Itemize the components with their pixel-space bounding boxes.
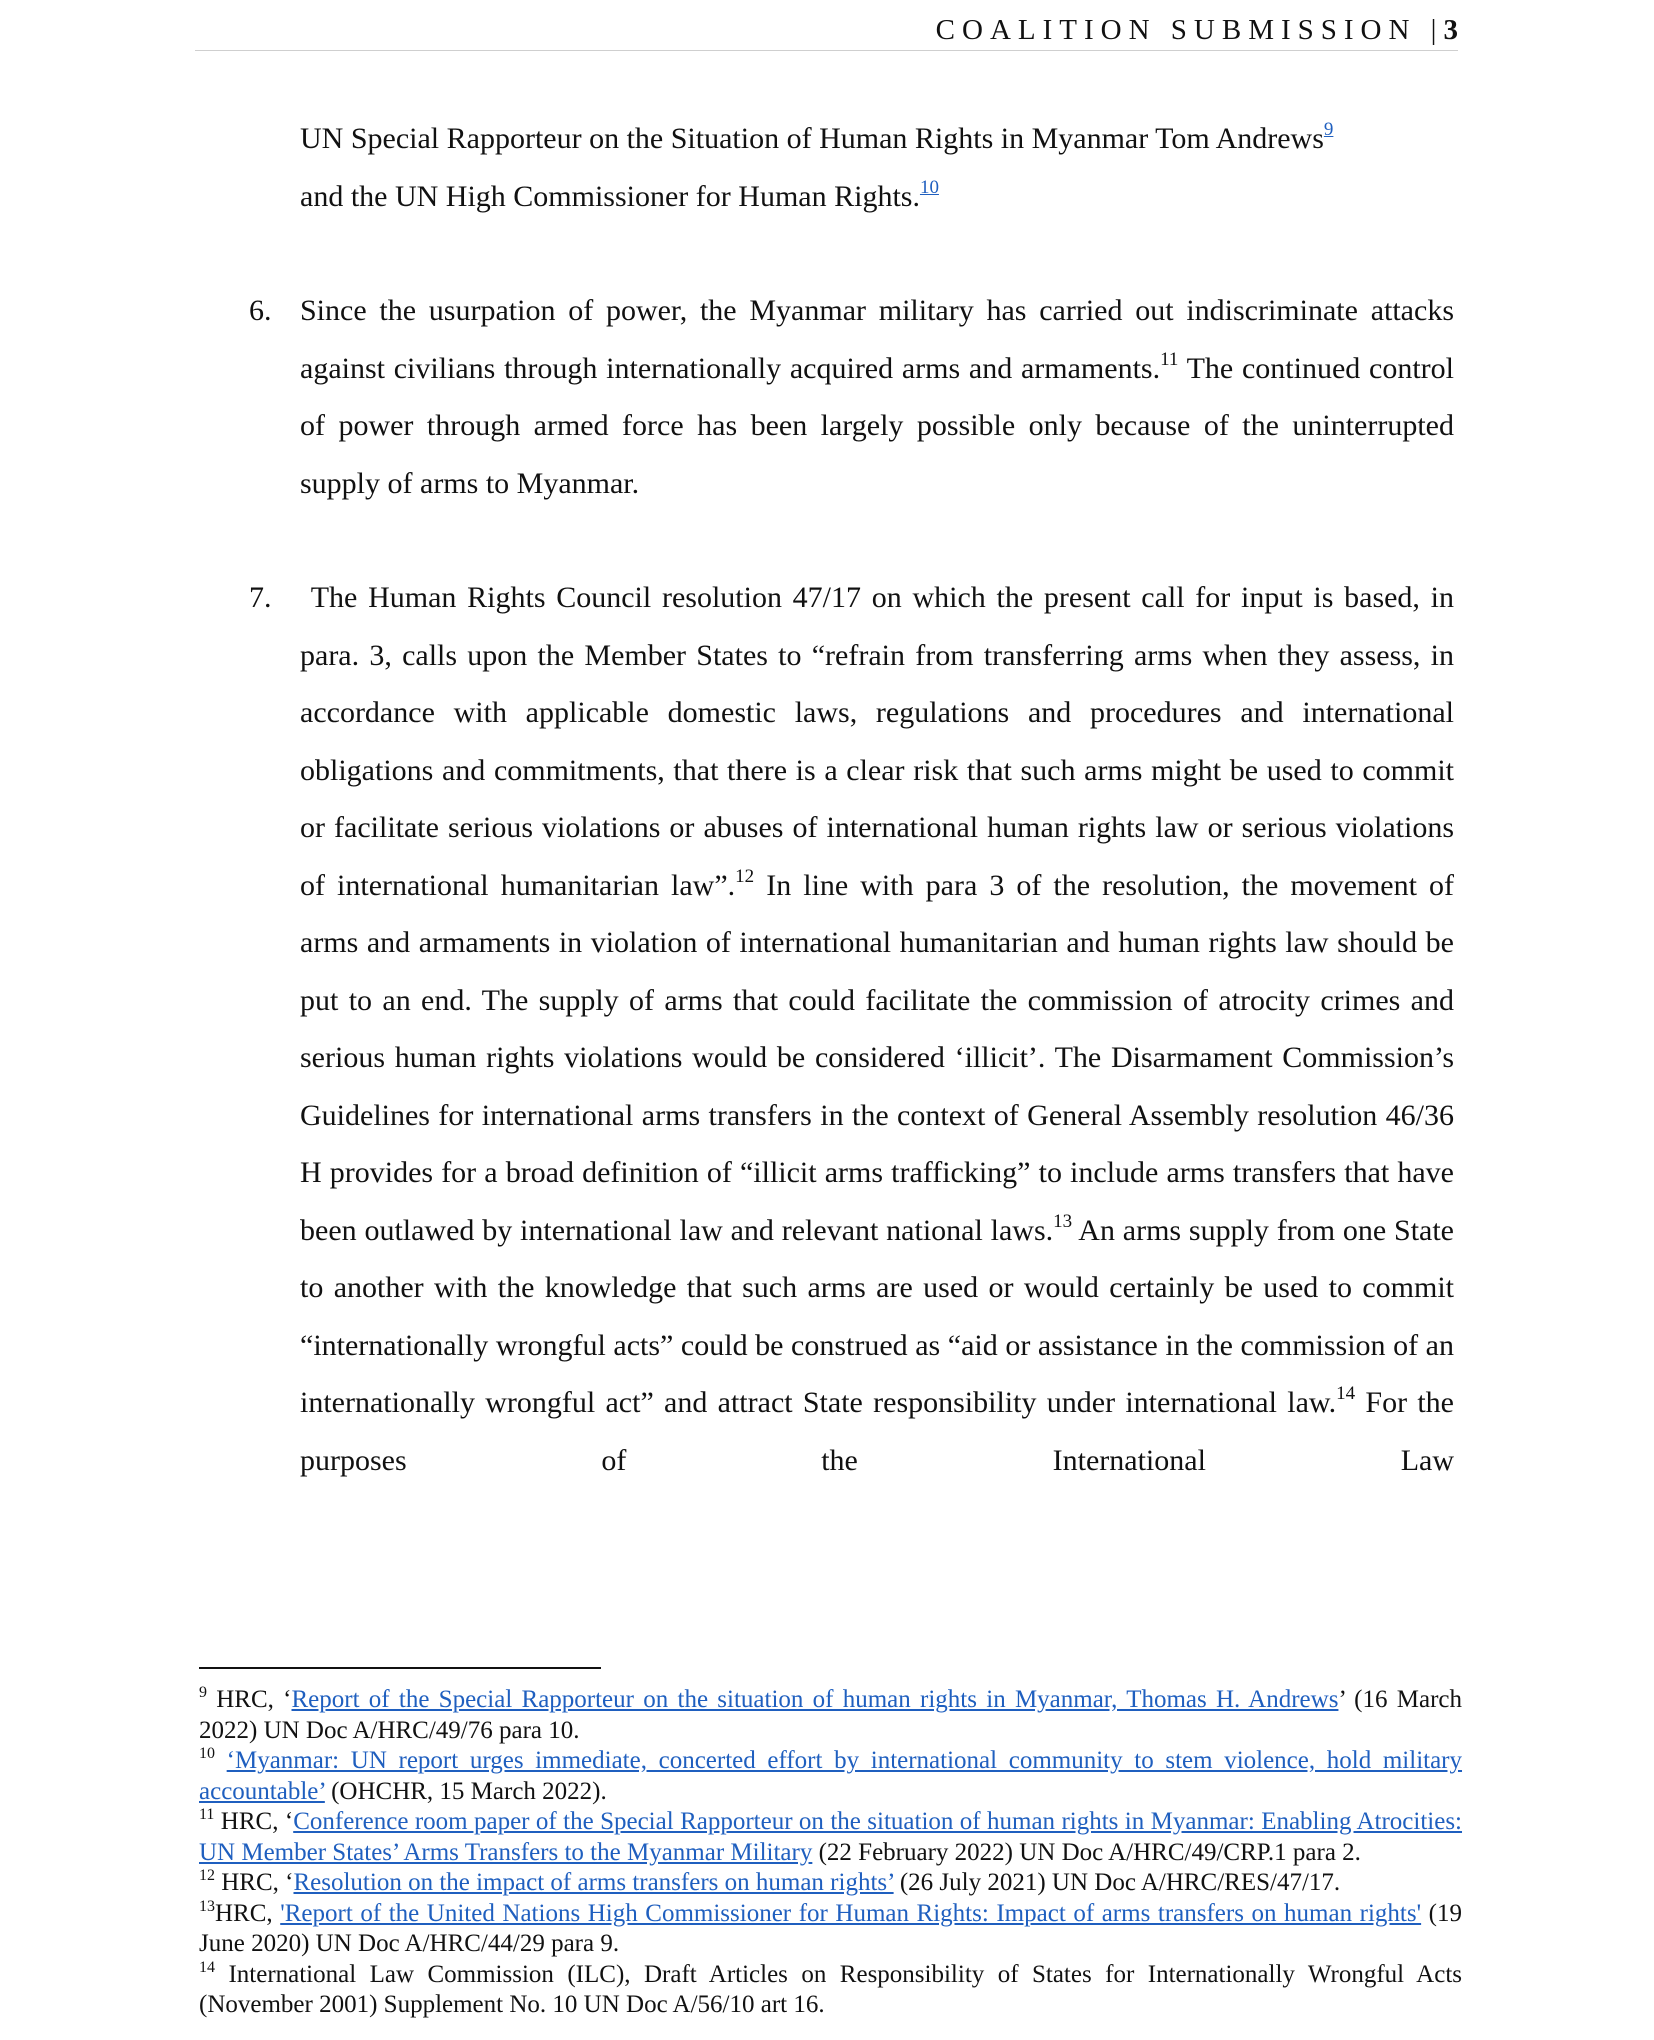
footnote-12: $^{12}$ HRC, ‘Resolution on the impact of arms transfers on human rights’ (26 July 2021) UN Doc A/HRC/RES/47/17.	[199, 1867, 1341, 1896]
footnote-11-link[interactable]: Conference room paper of the Special Rapporteur on the situation of human rights in Myanmar: Enabling Atrocities: UN Member States’ Arms Transfers to the Myanmar Military	[199, 1808, 1463, 1866]
footnote-ref-12: 12	[735, 865, 755, 887]
footnote-10-link[interactable]: ‘Myanmar: UN report urges immediate, concerted effort by international community to stem violence, hold military accountable’	[199, 1747, 1463, 1805]
intro-text-continued: and the UN High Commissioner for Human Rights.	[300, 179, 920, 213]
paragraph-7-text-d: For the purposes of the International Law	[300, 1386, 1454, 1477]
footnote-11: $^{11}$ HRC, ‘Conference room paper of the Special Rapporteur on the situation of human rights in Myanmar: Enabling Atrocities: UN Member States’ Arms Transfers to the Myanmar Military (22 February 2022) UN Doc A/HRC/49/CRP.1 para 2.	[199, 1806, 1463, 1866]
paragraph-7	[249, 569, 1454, 1489]
footnote-ref-14: 14	[1336, 1383, 1356, 1404]
footnote-ref-10[interactable]: 10	[919, 176, 939, 198]
paragraph-7-text-b: In line with para 3 of the resolution, the movement of arms and armaments in violation of international humanitarian and human rights law should be put to an end. The supply of arms that could facilitate the commission of atrocity crimes and serious human rights violations would be considered ‘illicit’. The Disarmament Commission’s Guidelines for international arms transfers in the context of General Assembly resolution 46/36 H provides for a broad definition of “illicit arms trafficking” to include arms transfers that have been outlawed by international law and relevant national laws.	[300, 868, 1454, 1247]
footnote-9: $^9$ HRC, ‘Report of the Special Rapporteur on the situation of human rights in Myanmar, Thomas H. Andrews’ (16 March 2022) UN Doc A/HRC/49/76 para 10.	[199, 1684, 1462, 1744]
footnote-13: $^{13}$HRC, 'Report of the United Nations High Commissioner for Human Rights: Impact of arms transfers on human rights' (19 June 2020) UN Doc A/HRC/44/29 para 9.	[199, 1897, 1462, 1957]
footnote-13-link[interactable]: 'Report of the United Nations High Commissioner for Human Rights: Impact of arms transfers on human rights'	[280, 1899, 1422, 1927]
paragraph-number: 6.	[249, 294, 272, 327]
paragraph-7-text-c: An arms supply from one State to another with the knowledge that such arms are used or would certainly be used to commit “internationally wrongful acts” could be construed as “aid or assistance in the commission of an internationally wrongful act” and attract State responsibility under international law.	[300, 1213, 1454, 1419]
header-title: COALITION SUBMISSION |	[935, 14, 1444, 46]
page-header	[195, 10, 1458, 51]
footnote-ref-9[interactable]: 9	[1323, 119, 1334, 140]
footnote-12-link[interactable]: Resolution on the impact of arms transfers on human rights’	[293, 1869, 894, 1896]
main-body	[249, 110, 1454, 1489]
footnote-10: $^{10}$ ‘Myanmar: UN report urges immediate, concerted effort by international community to stem violence, hold military accountable’ (OHCHR, 15 March 2022).	[199, 1745, 1463, 1805]
footnote-14: $^{14}$ International Law Commission (ILC), Draft Articles on Responsibility of States for Internationally Wrongful Acts (November 2001) Supplement No. 10 UN Doc A/56/10 art 16.	[199, 1958, 1462, 2018]
paragraph-number: 7.	[249, 581, 272, 614]
footnote-separator	[199, 1667, 601, 1669]
paragraph-intro	[249, 110, 1454, 225]
paragraph-7-text: The Human Rights Council resolution 47/17 on which the present call for input is based, in para. 3, calls upon the Member States to “refrain from transferring arms when they assess, in accordance with applicable domestic laws, regulations and procedures and international obligations and commitments, that there is a clear risk that such arms might be used to commit or facilitate serious violations or abuses of international human rights law or serious violations of international humanitarian law”.	[300, 581, 1455, 902]
footnote-ref-11: 11	[1160, 348, 1179, 370]
paragraph-6-text-continued: The continued control of power through armed force has been largely possible only because of the uninterrupted supply of arms to Myanmar.	[300, 351, 1455, 500]
footnotes	[199, 1685, 1462, 2021]
page-number: 3	[1443, 14, 1458, 46]
footnote-ref-13: 13	[1053, 1210, 1073, 1232]
footnote-9-link[interactable]: Report of the Special Rapporteur on the situation of human rights in Myanmar, Thomas H. Andrews	[291, 1686, 1339, 1713]
paragraph-6	[249, 282, 1454, 512]
paragraph-6-text: Since the usurpation of power, the Myanmar military has carried out indiscriminate attacks against civilians through internationally acquired arms and armaments.	[300, 294, 1454, 385]
intro-text: UN Special Rapporteur on the Situation of Human Rights in Myanmar Tom Andrews	[300, 122, 1324, 155]
